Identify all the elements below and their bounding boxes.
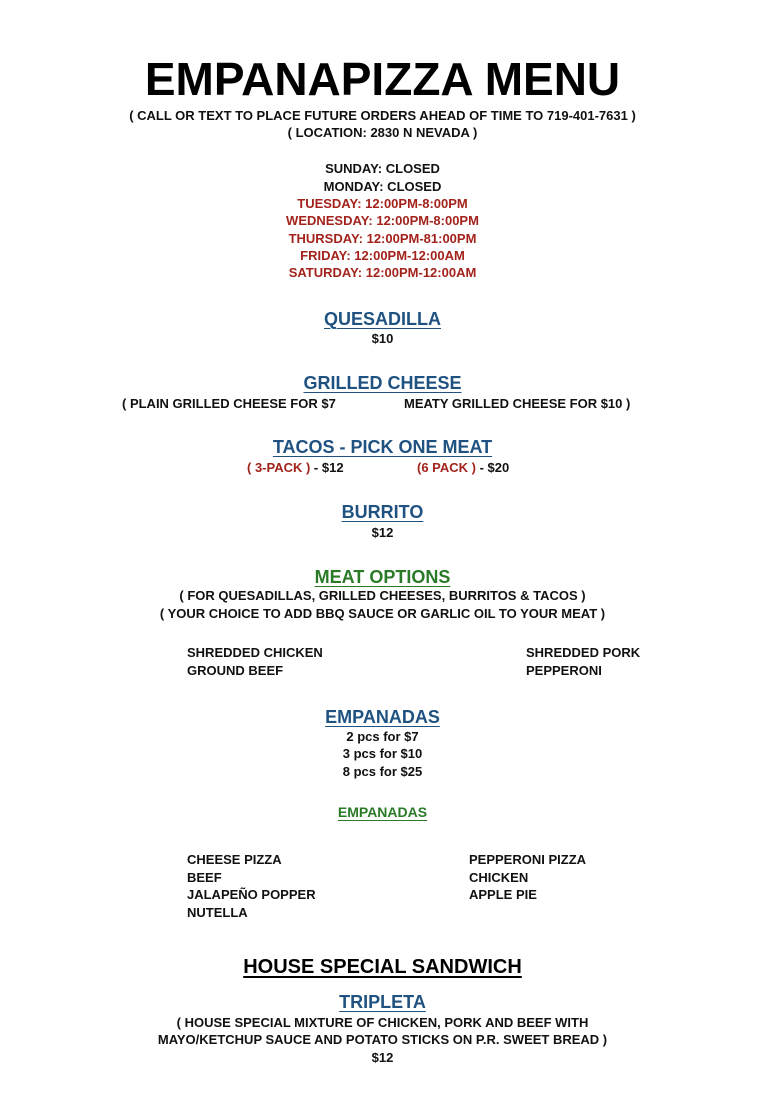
quesadilla-heading: QUESADILLA <box>324 309 441 329</box>
meat-options-heading: MEAT OPTIONS <box>314 567 451 587</box>
empanadas-flavors-heading: EMPANADAS <box>337 804 428 820</box>
hours-sunday: SUNDAY: CLOSED <box>325 161 440 176</box>
location-text: ( LOCATION: 2830 N NEVADA ) <box>287 125 478 140</box>
list-item: BEEF <box>187 869 222 885</box>
order-note: ( CALL OR TEXT TO PLACE FUTURE ORDERS AHEAD OF TIME TO 719-401-7631 ) <box>129 108 636 123</box>
empanadas-heading: EMPANADAS <box>325 707 440 727</box>
meat-options-left-list <box>187 644 323 679</box>
list-item: GROUND BEEF <box>187 662 284 678</box>
meat-options-right-list <box>526 644 640 679</box>
tacos-heading: TACOS - PICK ONE MEAT <box>272 437 493 457</box>
list-item: SHREDDED PORK <box>526 645 641 660</box>
empanadas-price-3: 8 pcs for $25 <box>342 764 423 779</box>
list-item: NUTELLA <box>187 904 248 920</box>
hours-wednesday: WEDNESDAY: 12:00PM-8:00PM <box>286 213 479 228</box>
hours-saturday: SATURDAY: 12:00PM-12:00AM <box>288 265 477 280</box>
plain-grilled-cheese: ( PLAIN GRILLED CHEESE FOR $7 <box>122 396 336 411</box>
grilled-cheese-heading: GRILLED CHEESE <box>303 373 462 393</box>
tacos-3-pack <box>247 460 344 475</box>
hours-friday: FRIDAY: 12:00PM-12:00AM <box>300 248 465 263</box>
hours-monday: MONDAY: CLOSED <box>323 179 442 194</box>
tripleta-price: $12 <box>371 1050 394 1065</box>
empanadas-price-1: 2 pcs for $7 <box>346 729 419 744</box>
hours-tuesday: TUESDAY: 12:00PM-8:00PM <box>297 196 468 211</box>
page-title: EMPANAPIZZA MENU <box>144 53 621 105</box>
list-item: SHREDDED CHICKEN <box>187 645 323 660</box>
tripleta-description-2: MAYO/KETCHUP SAUCE AND POTATO STICKS ON P.R. SWEET BREAD ) <box>157 1032 608 1047</box>
meat-options-note-2: ( YOUR CHOICE TO ADD BBQ SAUCE OR GARLIC OIL TO YOUR MEAT ) <box>159 606 606 621</box>
tripleta-description-1: ( HOUSE SPECIAL MIXTURE OF CHICKEN, PORK AND BEEF WITH <box>176 1015 589 1030</box>
tacos-3-pack-price: - $12 <box>310 460 344 475</box>
list-item: CHEESE PIZZA <box>187 852 282 867</box>
tripleta-heading: TRIPLETA <box>339 992 426 1012</box>
meat-options-note-1: ( FOR QUESADILLAS, GRILLED CHEESES, BURRITOS & TACOS ) <box>179 588 586 603</box>
tacos-6-pack <box>417 460 509 475</box>
list-item: JALAPEÑO POPPER <box>187 887 316 902</box>
tacos-6-pack-label: (6 PACK ) <box>417 460 476 475</box>
quesadilla-price: $10 <box>371 331 394 346</box>
empanadas-right-list <box>469 851 586 904</box>
list-item: PEPPERONI PIZZA <box>469 852 587 867</box>
empanadas-left-list <box>187 851 316 921</box>
burrito-price: $12 <box>371 525 394 540</box>
tacos-6-pack-price: - $20 <box>475 460 510 475</box>
meaty-grilled-cheese: MEATY GRILLED CHEESE FOR $10 ) <box>404 396 631 411</box>
list-item: CHICKEN <box>469 869 529 885</box>
empanadas-price-2: 3 pcs for $10 <box>342 746 423 761</box>
house-special-heading: HOUSE SPECIAL SANDWICH <box>243 956 522 978</box>
burrito-heading: BURRITO <box>341 502 424 522</box>
tacos-3-pack-label: ( 3-PACK ) <box>247 460 311 475</box>
list-item: APPLE PIE <box>469 887 537 902</box>
hours-thursday: THURSDAY: 12:00PM-81:00PM <box>288 231 477 246</box>
list-item: PEPPERONI <box>526 662 602 678</box>
